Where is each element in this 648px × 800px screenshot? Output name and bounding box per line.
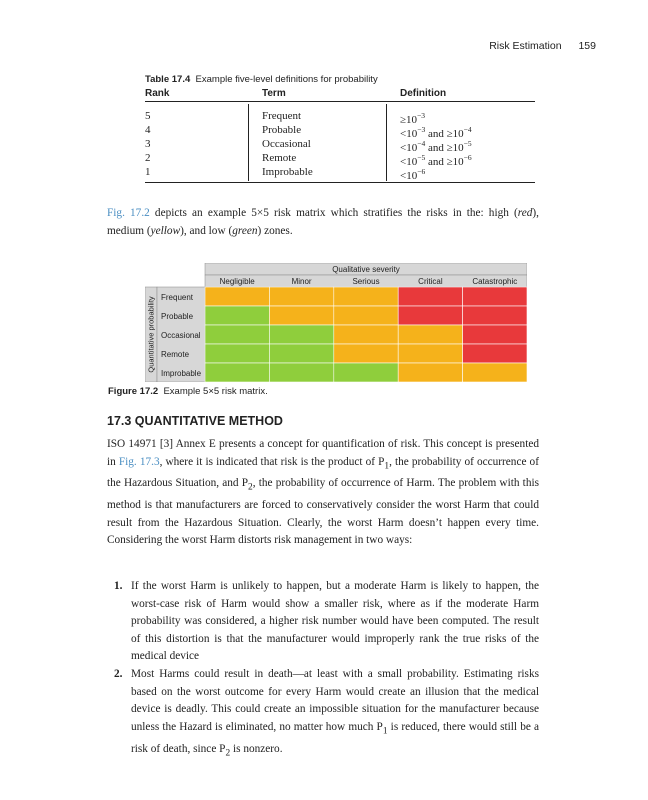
- section-text-1: ISO 14971 [3] Annex E presents a concept for quantification of risk. This concept is presented in: [107, 438, 539, 468]
- list-item-number: 1.: [114, 580, 123, 592]
- rank-cell: 4: [145, 124, 151, 136]
- section-sub-2: 2: [248, 482, 253, 493]
- running-head-title: Risk Estimation: [489, 40, 562, 52]
- rank-cell: 2: [145, 152, 151, 164]
- section-text-4: , the probability of occurrence of Harm. The problem with this method is that manufacturers are forced to conservatively consider the worst Harm that could result from the Hazardous Situation. Clearly, the worst Harm doesn’t happen every time. Considering the worst Harm distorts risk management in two ways:: [107, 477, 539, 547]
- intro-text-1: depicts an example 5×5 risk matrix which stratifies the risks in the: high (: [149, 207, 518, 219]
- probability-label-occasional: Occasional: [161, 331, 201, 340]
- definition-cell: $<10^{-6}$: [400, 167, 426, 182]
- term-cell: Frequent: [262, 110, 302, 122]
- table-header-rule: [145, 101, 535, 102]
- page-number: 159: [578, 40, 596, 52]
- severity-axis-title: Qualitative severity: [332, 265, 400, 274]
- probability-axis-title: Quantitative probability: [146, 296, 156, 373]
- column-header-rank: Rank: [145, 88, 170, 99]
- risk-cell-high: [398, 287, 462, 306]
- intro-text-2: ), medium (: [107, 207, 539, 237]
- column-header-term: Term: [262, 88, 286, 99]
- intro-yellow: yellow: [150, 224, 181, 237]
- section-text-3: , the probability of occurrence of the Hazardous Situation, and P: [107, 455, 539, 490]
- severity-label-minor: Minor: [291, 277, 312, 286]
- running-head: [489, 40, 596, 52]
- probability-label-improbable: Improbable: [161, 369, 202, 378]
- risk-cell-low: [269, 344, 333, 363]
- risk-cell-high: [463, 287, 527, 306]
- list-item: [107, 578, 539, 666]
- severity-label-catastrophic: Catastrophic: [472, 277, 518, 286]
- term-cell: Remote: [262, 152, 297, 164]
- table-row: [145, 151, 535, 168]
- term-cell: Probable: [262, 124, 302, 136]
- intro-text-4: ) zones.: [257, 224, 293, 237]
- risk-cell-low: [269, 325, 333, 344]
- risk-cell-low: [205, 344, 269, 363]
- severity-label-critical: Critical: [418, 277, 443, 286]
- figure-caption-label: Figure 17.2: [108, 386, 159, 397]
- risk-cell-medium: [398, 363, 462, 382]
- risk-cell-low: [205, 325, 269, 344]
- figure-caption-text: Example 5×5 risk matrix.: [163, 386, 268, 397]
- risk-cell-medium: [334, 287, 398, 306]
- risk-cell-medium: [334, 306, 398, 325]
- severity-label-negligible: Negligible: [219, 277, 255, 286]
- table-row: [145, 165, 535, 182]
- list-item-sub-1: 1: [382, 726, 388, 736]
- list-item-text-3: is nonzero.: [230, 742, 283, 755]
- risk-cell-high: [463, 306, 527, 325]
- risk-matrix-figure: [145, 263, 527, 382]
- list-item-text-1: Most Harms could result in death—at least with a small probability. Estimating risks based on the worst outcome for every Harm would create an illusion that the medical device is deadly. This could create an impossible situation for the manufacturer because unless the Hazard is eliminated, no matter how much P: [131, 667, 539, 733]
- probability-label-probable: Probable: [161, 312, 194, 321]
- intro-green: green: [232, 224, 258, 237]
- list-item-text: If the worst Harm is unlikely to happen, but a moderate Harm is likely to happen, the worst-case risk of Harm would show a smaller risk, where as if the moderate Harm probability was considered, a higher risk number would have been computed. The result of this distortion is that the manufacturer would improperly rank the true risks of the medical device: [131, 580, 539, 663]
- figure-17-3-link[interactable]: Fig. 17.3: [118, 455, 160, 468]
- table-row: [145, 137, 535, 154]
- risk-cell-medium: [463, 363, 527, 382]
- rank-cell: 1: [145, 166, 151, 178]
- rank-cell: 5: [145, 110, 151, 122]
- intro-red: red: [517, 207, 533, 219]
- term-cell: Improbable: [262, 166, 313, 178]
- figure-caption: [108, 386, 268, 397]
- definition-cell: $<10^{-5}$ and $\ge 10^{-6}$: [400, 153, 472, 168]
- severity-label-serious: Serious: [352, 277, 380, 286]
- definition-cell: $<10^{-4}$ and $\ge 10^{-5}$: [400, 139, 472, 154]
- list-item: [107, 666, 539, 762]
- list-item-sub-2: 2: [225, 747, 231, 758]
- column-header-definition: Definition: [400, 88, 447, 99]
- section-heading: 17.3 QUANTITATIVE METHOD: [107, 414, 283, 428]
- risk-cell-medium: [269, 306, 333, 325]
- risk-cell-medium: [398, 344, 462, 363]
- numbered-list: [107, 578, 539, 762]
- table-caption-text: Example five-level definitions for probability: [195, 74, 378, 85]
- risk-cell-medium: [269, 287, 333, 306]
- probability-label-remote: Remote: [161, 350, 190, 359]
- risk-cell-medium: [398, 325, 462, 344]
- risk-cell-low: [205, 363, 269, 382]
- section-paragraph: [107, 436, 539, 550]
- risk-cell-high: [463, 325, 527, 344]
- table-caption: [145, 74, 378, 85]
- risk-cell-high: [463, 344, 527, 363]
- intro-text-3: ), and low (: [180, 224, 233, 237]
- definition-cell: $\ge 10^{-3}$: [400, 111, 426, 126]
- probability-label-frequent: Frequent: [161, 293, 194, 302]
- list-item-text-2: is reduced, there would still be a risk of death, since P: [131, 720, 539, 755]
- table-row: [145, 123, 535, 140]
- risk-cell-low: [205, 306, 269, 325]
- risk-cell-low: [334, 363, 398, 382]
- section-sub-1: 1: [384, 460, 390, 471]
- table-caption-label: Table 17.4: [145, 74, 191, 85]
- risk-cell-medium: [205, 287, 269, 306]
- table-bottom-rule: [145, 182, 535, 183]
- intro-paragraph: [107, 205, 539, 240]
- risk-cell-medium: [334, 344, 398, 363]
- figure-link[interactable]: Fig. 17.2: [107, 207, 150, 219]
- term-cell: Occasional: [262, 138, 311, 150]
- rank-cell: 3: [145, 138, 151, 150]
- risk-cell-low: [269, 363, 333, 382]
- list-item-number: 2.: [114, 667, 123, 680]
- table-row: [145, 109, 535, 126]
- risk-cell-high: [398, 306, 462, 325]
- risk-cell-medium: [334, 325, 398, 344]
- section-text-2: , where it is indicated that risk is the product of P: [159, 455, 385, 468]
- definition-cell: $<10^{-3}$ and $\ge 10^{-4}$: [400, 125, 472, 140]
